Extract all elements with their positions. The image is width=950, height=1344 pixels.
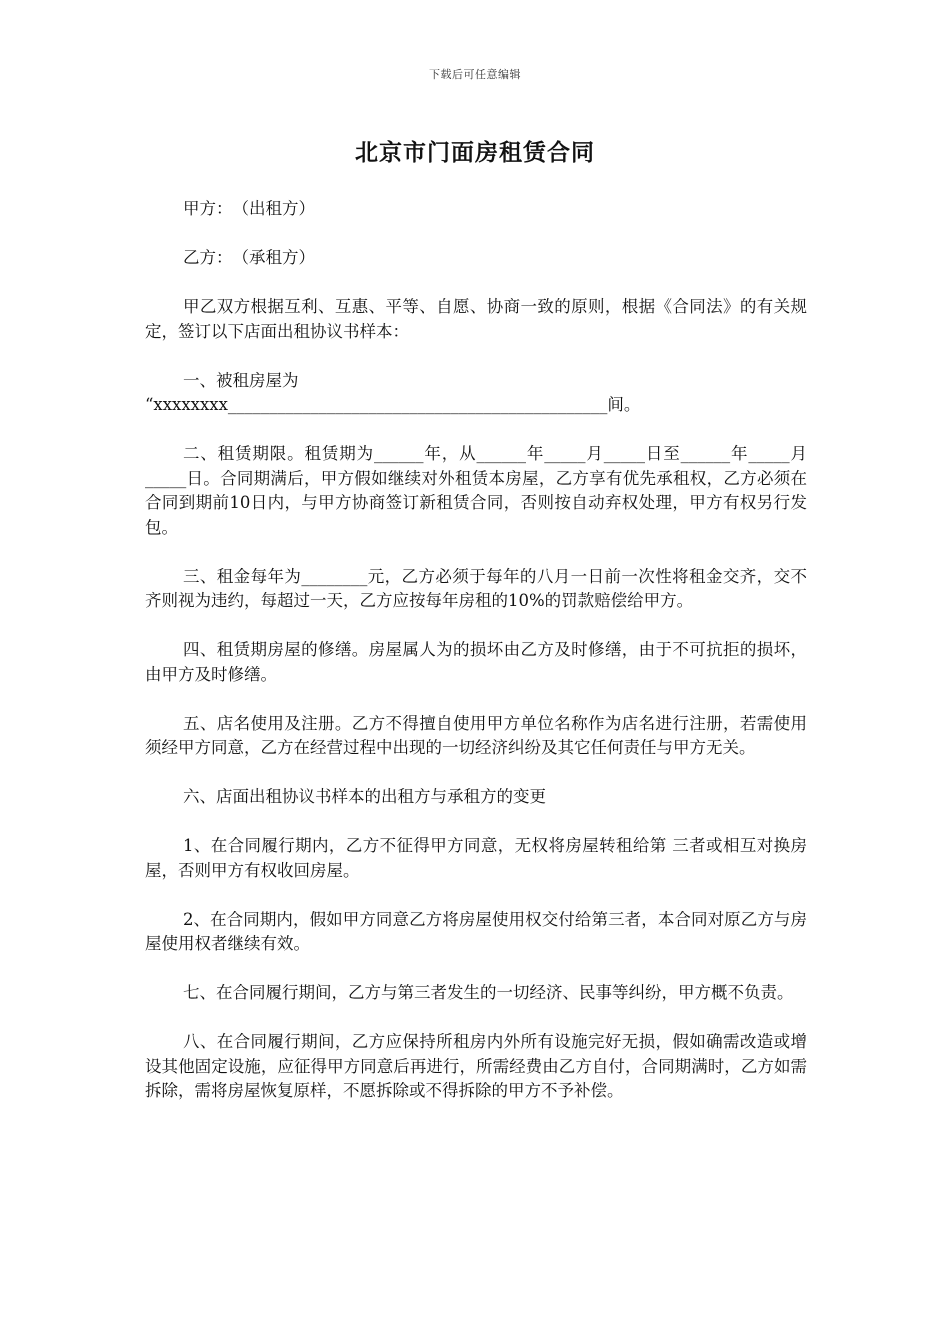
clause-1-blank-line: “xxxxxxxx______________________________________________间。 [145,395,641,414]
intro-paragraph: 甲乙双方根据互利、互惠、平等、自愿、协商一致的原则，根据《合同法》的有关规定，签订以下店面出租协议书样本： [145,297,807,341]
clause-4-paragraph: 四、租赁期房屋的修缮。房屋属人为的损坏由乙方及时修缮，由于不可抗拒的损坏，由甲方及时修缮。 [145,640,807,684]
clause-6-heading: 六、店面出租协议书样本的出租方与承租方的变更 [182,787,546,806]
clause-5-paragraph: 五、店名使用及注册。乙方不得擅自使用甲方单位名称作为店名进行注册，若需使用须经甲方同意，乙方在经营过程中出现的一切经济纠纷及其它任何责任与甲方无关。 [145,713,807,757]
document-title: 北京市门面房租赁合同 [355,140,595,166]
party-a-line: 甲方： （出租方） [182,199,315,218]
clause-6-item-2: 2、在合同期内，假如甲方同意乙方将房屋使用权交付给第三者，本合同对原乙方与房屋使用权者继续有效。 [145,909,807,953]
clause-8-paragraph: 八、在合同履行期间，乙方应保持所租房内外所有设施完好无损，假如确需改造或增设其他固定设施，应征得甲方同意后再进行，所需经费由乙方自付，合同期满时，乙方如需拆除，需将房屋恢复原样，不愿拆除或不得拆除的甲方不予补偿。 [145,1032,807,1100]
clause-2-paragraph: 二、租赁期限。租赁期为______年，从______年_____月_____日至______年_____月_____日。合同期满后，甲方假如继续对外租赁本房屋，乙方享有优先承租权，乙方必须在合同到期前10日内，与甲方协商签订新租赁合同，否则按自动弃权处理，甲方有权另行发包。 [145,444,807,537]
clause-6-item-1: 1、在合同履行期内，乙方不征得甲方同意，无权将房屋转租给第 三者或相互对换房屋，否则甲方有权收回房屋。 [145,836,807,880]
party-b-line: 乙方： （承租方） [182,248,315,267]
contract-body [145,197,807,1128]
clause-7-paragraph: 七、在合同履行期间，乙方与第三者发生的一切经济、民事等纠纷，甲方概不负责。 [182,983,794,1002]
header-note: 下载后可任意编辑 [429,68,521,81]
clause-1-heading: 一、被租房屋为 [182,370,299,390]
clause-3-paragraph: 三、租金每年为________元，乙方必须于每年的八月一日前一次性将租金交齐，交不齐则视为违约，每超过一天，乙方应按每年房租的10%的罚款赔偿给甲方。 [145,566,807,610]
